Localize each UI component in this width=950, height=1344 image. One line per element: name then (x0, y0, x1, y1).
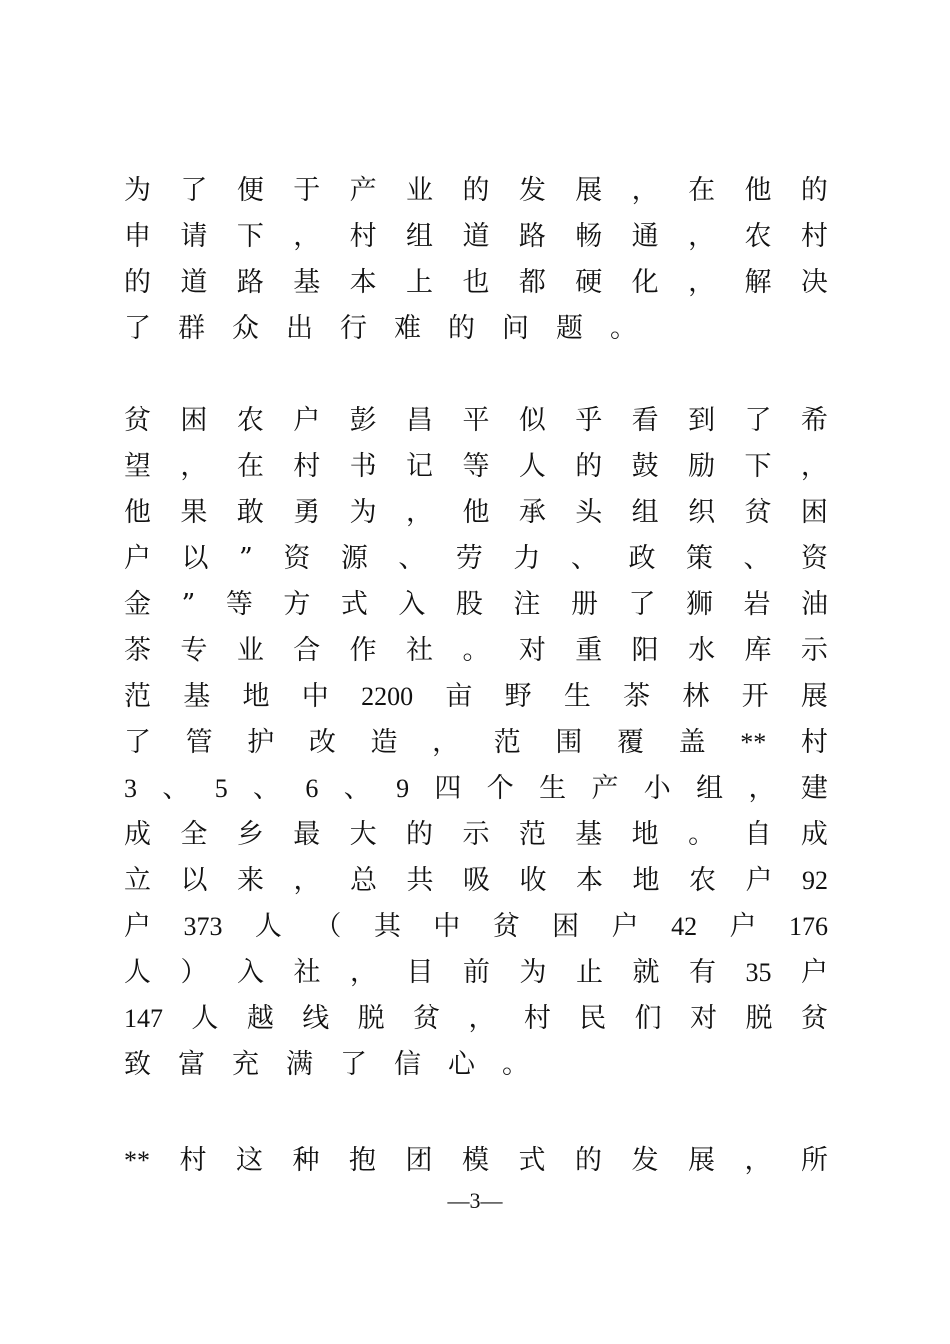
text-token: 贫 (744, 497, 772, 528)
text-token: 看 (631, 405, 659, 436)
text-token: 充 (232, 1049, 259, 1080)
text-token: 策 (685, 543, 713, 574)
text-token: 水 (688, 635, 716, 666)
text-token: 册 (570, 589, 598, 620)
text-token: 村 (800, 221, 828, 252)
text-token: 来 (237, 865, 264, 896)
text-token: 勇 (293, 497, 321, 528)
text-token: 道 (462, 221, 490, 252)
text-token: 、 (162, 773, 190, 804)
text-token: 止 (576, 957, 603, 988)
text-line (124, 1138, 828, 1184)
text-token: 护 (247, 727, 275, 758)
text-token: 难 (394, 313, 421, 344)
text-token: 村 (293, 451, 321, 482)
text-token: 望 (124, 451, 151, 482)
text-token: 化 (631, 267, 659, 298)
text-token: 式 (518, 1145, 546, 1176)
text-token: 决 (800, 267, 828, 298)
text-token: 等 (462, 451, 490, 482)
text-token: 覆 (617, 727, 644, 758)
text-token: ** (740, 728, 767, 757)
text-line (124, 582, 828, 628)
text-line (124, 996, 828, 1042)
text-token: 目 (406, 957, 434, 988)
text-token: 了 (124, 727, 151, 758)
text-line (124, 904, 828, 950)
text-line (124, 720, 828, 766)
text-token: 在 (688, 175, 716, 206)
text-token: 户 (124, 911, 151, 942)
text-token: 社 (293, 957, 321, 988)
text-token: 们 (634, 1003, 662, 1034)
text-line (124, 490, 828, 536)
text-token: 书 (349, 451, 377, 482)
text-token: 建 (800, 773, 828, 804)
text-token: 平 (462, 405, 490, 436)
text-token: 抱 (349, 1145, 376, 1176)
text-token: 人 (518, 451, 546, 482)
text-token: 了 (180, 175, 208, 206)
text-token: 油 (801, 589, 828, 620)
text-token: 也 (462, 267, 490, 298)
paragraph-road-construction (124, 168, 828, 352)
text-token: 户 (611, 911, 639, 942)
text-token: 乎 (575, 405, 603, 436)
text-token: 发 (631, 1145, 659, 1176)
text-line (124, 444, 828, 490)
text-token: 范 (124, 681, 151, 712)
text-token: 发 (518, 175, 546, 206)
text-line (124, 1042, 828, 1088)
text-token: 、 (743, 543, 771, 574)
text-token: 本 (576, 865, 603, 896)
text-token: 社 (406, 635, 434, 666)
text-token: 。 (462, 635, 490, 666)
text-token: 于 (293, 175, 321, 206)
text-token: 满 (286, 1049, 313, 1080)
text-token: 群 (178, 313, 205, 344)
text-token: ， (688, 267, 716, 298)
text-token: 人 (254, 911, 282, 942)
text-token: 35 (745, 958, 772, 987)
text-token: 村 (349, 221, 377, 252)
text-token: 力 (513, 543, 541, 574)
text-line (124, 168, 828, 214)
text-token: ， (350, 957, 377, 988)
text-token: 业 (236, 635, 264, 666)
text-token: ， (744, 1145, 772, 1176)
text-token: 困 (180, 405, 208, 436)
text-token: 模 (462, 1145, 489, 1176)
text-token: 围 (555, 727, 583, 758)
text-line (124, 398, 828, 444)
text-token: 了 (124, 313, 151, 344)
text-token: 硬 (575, 267, 603, 298)
text-token: 农 (744, 221, 772, 252)
text-line (124, 950, 828, 996)
text-token: 范 (493, 727, 521, 758)
text-token: 、 (398, 543, 426, 574)
text-token: ， (800, 451, 828, 482)
text-token: 小 (643, 773, 671, 804)
text-token: 3 (124, 774, 137, 803)
text-token: 以 (180, 865, 208, 896)
text-token: ） (180, 957, 208, 988)
text-token: 路 (518, 221, 546, 252)
text-token: 147 (124, 1004, 163, 1033)
text-line (124, 766, 828, 812)
text-token: 为 (519, 957, 547, 988)
text-token: 示 (800, 635, 828, 666)
text-token: 改 (308, 727, 336, 758)
text-token: 6 (305, 774, 319, 803)
text-token: 希 (800, 405, 828, 436)
text-token: ， (293, 865, 321, 896)
text-token: 申 (124, 221, 151, 252)
text-token: ， (468, 1003, 496, 1034)
text-token: 资 (801, 543, 828, 574)
text-token: 通 (631, 221, 659, 252)
text-token: 四 (434, 773, 462, 804)
text-token: 立 (124, 865, 151, 896)
text-token: 就 (632, 957, 660, 988)
text-token: 。 (502, 1049, 529, 1080)
text-token: 道 (180, 267, 208, 298)
text-token: 阳 (631, 635, 659, 666)
text-token: 行 (340, 313, 367, 344)
text-token: 地 (631, 819, 659, 850)
text-token: 造 (370, 727, 398, 758)
text-token: 脱 (357, 1003, 385, 1034)
text-token: 下 (236, 221, 264, 252)
text-token: 心 (448, 1049, 475, 1080)
text-token: 股 (455, 589, 483, 620)
text-token: 的 (462, 175, 490, 206)
text-token: 开 (741, 681, 769, 712)
text-token: 到 (688, 405, 716, 436)
text-line (124, 260, 828, 306)
text-token: 便 (236, 175, 264, 206)
text-token: 373 (183, 912, 223, 941)
text-token: 其 (373, 911, 401, 942)
text-token: 方 (283, 589, 311, 620)
text-token: 以 (181, 543, 209, 574)
text-token: 重 (575, 635, 603, 666)
text-token: 乡 (236, 819, 264, 850)
text-token: ， (688, 221, 716, 252)
text-token: 2200 (361, 682, 414, 711)
text-token: 人 (124, 957, 151, 988)
text-token: 励 (688, 451, 716, 482)
text-token: ， (180, 451, 208, 482)
text-token: 困 (552, 911, 580, 942)
text-token: 全 (180, 819, 208, 850)
text-token: 的 (575, 1145, 602, 1176)
text-token: ， (748, 773, 776, 804)
text-token: 下 (744, 451, 772, 482)
text-line (124, 674, 828, 720)
text-token: 林 (682, 681, 710, 712)
text-token: 贫 (413, 1003, 441, 1034)
text-token: ** (124, 1146, 150, 1175)
text-line (124, 536, 828, 582)
text-token: 了 (744, 405, 772, 436)
text-token: 种 (292, 1145, 320, 1176)
text-token: 自 (744, 819, 772, 850)
text-token: 都 (518, 267, 546, 298)
text-token: （ (314, 911, 342, 942)
text-token: 织 (688, 497, 716, 528)
text-token: 范 (518, 819, 546, 850)
paragraph-group-model (124, 1138, 828, 1184)
text-token: 盖 (678, 727, 706, 758)
text-token: 劳 (455, 543, 483, 574)
text-token: 业 (406, 175, 434, 206)
text-token: 了 (628, 589, 656, 620)
text-token: 源 (340, 543, 368, 574)
text-token: 共 (406, 865, 434, 896)
text-token: 的 (406, 819, 434, 850)
text-token: 亩 (445, 681, 473, 712)
text-token: 富 (178, 1049, 205, 1080)
text-token: ， (631, 175, 659, 206)
text-token: 昌 (406, 405, 434, 436)
text-token: 式 (340, 589, 368, 620)
text-token: 总 (350, 865, 377, 896)
text-token: 题 (556, 313, 583, 344)
text-token: 大 (349, 819, 377, 850)
text-token: 户 (293, 405, 321, 436)
text-token: 问 (502, 313, 529, 344)
text-token: 有 (689, 957, 716, 988)
text-token: 农 (689, 865, 716, 896)
text-token: 产 (349, 175, 377, 206)
text-token: 注 (513, 589, 541, 620)
text-line (124, 628, 828, 674)
text-token: 、 (253, 773, 281, 804)
text-token: 等 (225, 589, 253, 620)
text-token: 对 (690, 1003, 718, 1034)
text-token: 176 (788, 912, 828, 941)
text-token: ， (432, 727, 460, 758)
text-token: 成 (800, 819, 828, 850)
page-number: —3— (447, 1188, 503, 1213)
text-token: 资 (283, 543, 311, 574)
text-token: 管 (185, 727, 213, 758)
text-token: 贫 (124, 405, 151, 436)
text-token: 示 (462, 819, 490, 850)
text-token: 为 (124, 175, 151, 206)
text-token: 团 (405, 1145, 433, 1176)
text-line (124, 858, 828, 904)
text-token: 村 (179, 1145, 207, 1176)
text-token: ” (181, 589, 196, 620)
text-token: 产 (591, 773, 619, 804)
text-token: 最 (293, 819, 321, 850)
text-token: 组 (696, 773, 724, 804)
text-token: 专 (180, 635, 208, 666)
text-token: 入 (237, 957, 264, 988)
text-token: 作 (349, 635, 377, 666)
text-token: 的 (124, 267, 151, 298)
text-token: 入 (398, 589, 426, 620)
text-token: 路 (236, 267, 264, 298)
text-token: 困 (800, 497, 828, 528)
text-token: 线 (302, 1003, 330, 1034)
text-token: 户 (729, 911, 757, 942)
text-token: 。 (688, 819, 716, 850)
text-token: 吸 (463, 865, 490, 896)
text-token: ” (239, 543, 253, 574)
text-token: 本 (349, 267, 377, 298)
text-token: 似 (518, 405, 546, 436)
text-token: 展 (800, 681, 828, 712)
text-token: 成 (124, 819, 151, 850)
text-token: ， (406, 497, 434, 528)
text-token: 合 (293, 635, 321, 666)
text-token: 他 (124, 497, 151, 528)
text-token: 前 (463, 957, 490, 988)
text-token: 村 (523, 1003, 551, 1034)
text-token: 为 (349, 497, 377, 528)
text-token: 基 (293, 267, 321, 298)
text-token: 、 (570, 543, 598, 574)
text-token: ， (293, 221, 321, 252)
text-token: 敢 (236, 497, 264, 528)
text-token: 他 (462, 497, 490, 528)
text-token: 个 (486, 773, 514, 804)
text-token: 这 (236, 1145, 263, 1176)
text-token: 地 (242, 681, 270, 712)
text-token: 狮 (685, 589, 713, 620)
text-token: 众 (232, 313, 259, 344)
text-token: 的 (800, 175, 828, 206)
text-token: 基 (183, 681, 211, 712)
text-line (124, 214, 828, 260)
text-token: 鼓 (631, 451, 659, 482)
text-token: 生 (563, 681, 591, 712)
text-token: 了 (340, 1049, 367, 1080)
text-token: 政 (628, 543, 656, 574)
text-token: 地 (632, 865, 660, 896)
text-token: 茶 (623, 681, 651, 712)
text-token: 越 (246, 1003, 274, 1034)
text-token: 、 (343, 773, 371, 804)
text-token: 中 (433, 911, 461, 942)
text-token: 户 (801, 957, 828, 988)
text-token: 9 (396, 774, 410, 803)
text-token: 信 (394, 1049, 421, 1080)
text-token: 请 (180, 221, 208, 252)
text-token: 人 (191, 1003, 219, 1034)
text-token: 生 (539, 773, 567, 804)
text-token: 彭 (349, 405, 377, 436)
text-token: 出 (286, 313, 313, 344)
text-token: 农 (236, 405, 264, 436)
paragraph-cooperative (124, 398, 828, 1088)
text-token: 茶 (124, 635, 151, 666)
text-token: 在 (236, 451, 264, 482)
text-token: 野 (504, 681, 532, 712)
text-token: 他 (744, 175, 772, 206)
text-token: 岩 (743, 589, 771, 620)
text-token: 基 (575, 819, 603, 850)
text-token: 村 (800, 727, 828, 758)
text-token: 民 (579, 1003, 607, 1034)
text-token: 上 (406, 267, 434, 298)
text-token: 展 (688, 1145, 715, 1176)
text-token: 果 (180, 497, 208, 528)
text-token: 致 (124, 1049, 151, 1080)
text-token: 5 (214, 774, 228, 803)
text-token: 畅 (575, 221, 603, 252)
text-token: 收 (519, 865, 547, 896)
text-token: 记 (406, 451, 434, 482)
text-token: 组 (406, 221, 434, 252)
text-token: 户 (124, 543, 151, 574)
text-token: 中 (301, 681, 329, 712)
text-token: 金 (124, 589, 151, 620)
text-token: 42 (671, 912, 698, 941)
text-line (124, 306, 828, 352)
text-line (124, 812, 828, 858)
text-token: 脱 (745, 1003, 773, 1034)
text-token: 解 (744, 267, 772, 298)
text-token: 库 (744, 635, 772, 666)
text-token: 承 (518, 497, 546, 528)
text-token: 对 (518, 635, 546, 666)
text-token: 贫 (492, 911, 520, 942)
text-token: 所 (801, 1145, 828, 1176)
text-token: 的 (448, 313, 475, 344)
text-token: 的 (575, 451, 603, 482)
text-token: 贫 (800, 1003, 828, 1034)
text-token: 组 (631, 497, 659, 528)
text-token: 92 (802, 866, 828, 895)
text-token: 户 (745, 865, 773, 896)
text-token: 展 (575, 175, 603, 206)
text-token: 头 (575, 497, 603, 528)
text-token: 。 (610, 313, 637, 344)
